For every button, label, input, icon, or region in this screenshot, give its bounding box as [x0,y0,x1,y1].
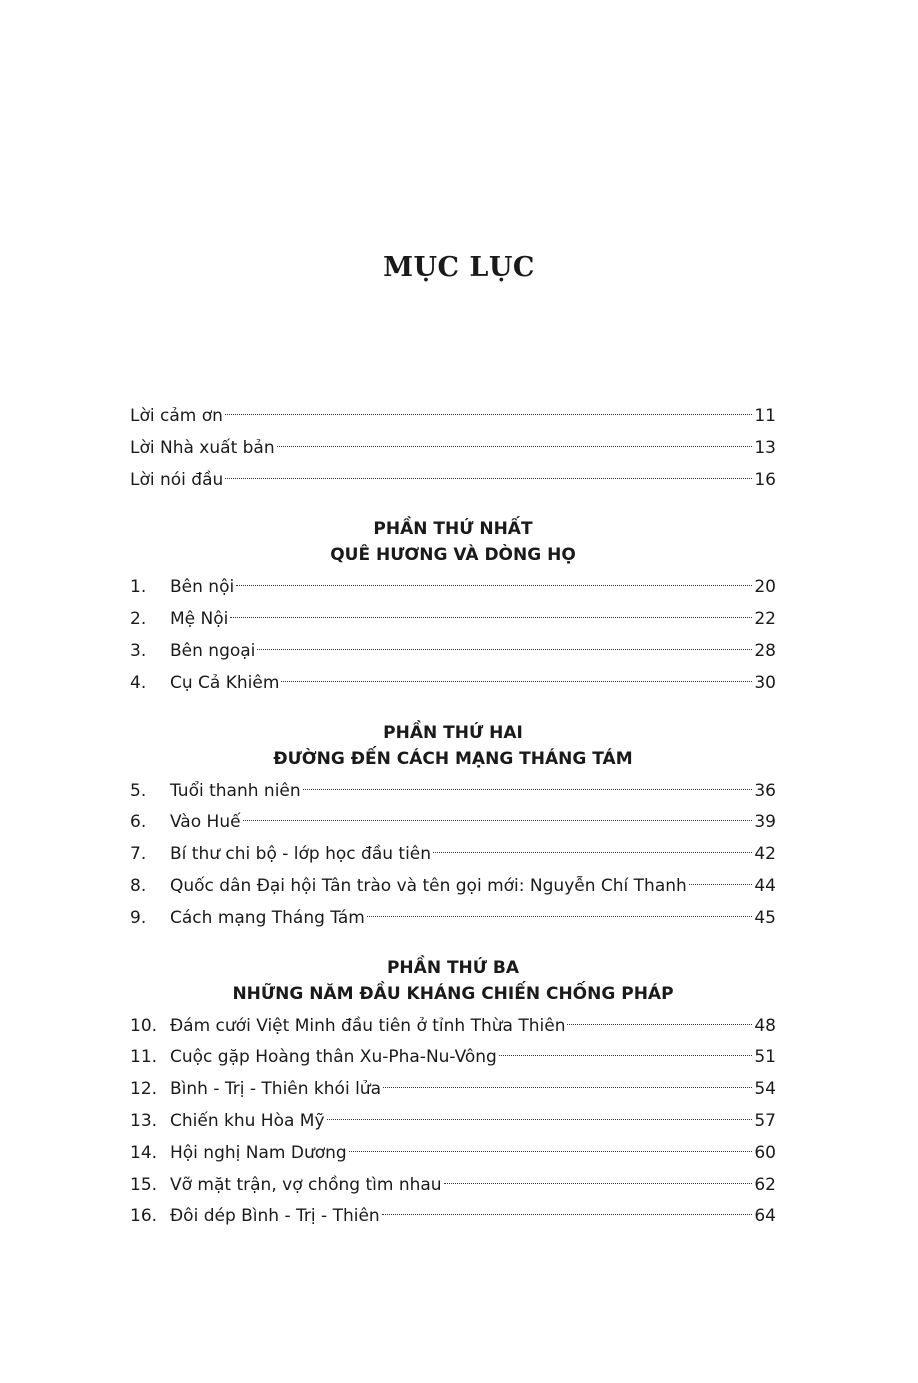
part-header [130,496,776,572]
toc-entry-label: Cách mạng Tháng Tám [170,907,365,928]
toc-entry-label: Quốc dân Đại hội Tân trào và tên gọi mới: Nguyễn Chí Thanh [170,875,687,896]
toc-entry-label: Cuộc gặp Hoàng thân Xu-Pha-Nu-Vông [170,1047,497,1068]
toc-entry-page: 11 [754,406,776,426]
toc-entry-label: Đôi dép Bình - Trị - Thiên [170,1206,380,1227]
toc-entry-number: 8. [130,875,147,896]
part-header [130,700,776,776]
toc-entry-number: 15. [130,1174,158,1195]
table-of-contents [130,401,776,1233]
dot-leader [303,789,753,790]
dot-leader [499,1055,753,1056]
toc-entry-number: 4. [130,672,147,693]
dot-leader [689,884,753,885]
toc-entry-number: 14. [130,1142,158,1163]
part-heading: PHẦN THỨ HAI [383,722,523,743]
toc-entry-page: 62 [754,1174,776,1195]
toc-entry-page: 57 [754,1110,776,1131]
toc-entry-label: Lời cảm ơn [130,406,223,426]
toc-entry-page: 64 [754,1206,776,1227]
toc-entry[interactable] [130,604,776,636]
toc-entry-number: 16. [130,1206,158,1227]
part-heading: PHẦN THỨ BA [386,957,520,978]
toc-entry-label: Tuổi thanh niên [170,780,301,801]
toc-entry[interactable] [130,636,776,668]
toc-entry[interactable] [130,401,776,433]
dot-leader [230,617,752,618]
toc-entry[interactable] [130,1106,776,1138]
part-items [130,572,776,699]
toc-entry[interactable] [130,1138,776,1170]
toc-entry[interactable] [130,871,776,903]
dot-leader [349,1151,753,1152]
toc-entry-label: Bên nội [170,577,235,598]
page-title: MỤC LỤC [383,252,535,283]
toc-entry-label: Vào Huế [170,812,241,833]
toc-entry[interactable] [130,668,776,700]
toc-entry-label: Vỡ mặt trận, vợ chồng tìm nhau [170,1174,442,1195]
toc-entry[interactable] [130,1011,776,1043]
toc-entry-label: Hội nghị Nam Dương [170,1142,347,1163]
dot-leader [225,478,752,479]
toc-entry-number: 1. [130,577,147,598]
toc-entry[interactable] [130,1201,776,1233]
dot-leader [367,916,753,917]
toc-entry-label: Bí thư chi bộ - lớp học đầu tiên [170,844,432,865]
toc-entry-page: 22 [754,609,776,630]
toc-entry-page: 28 [754,640,776,661]
dot-leader [382,1214,753,1215]
dot-leader [281,681,752,682]
toc-entry-label: Đám cưới Việt Minh đầu tiên ở tỉnh Thừa Thiên [170,1015,566,1036]
toc-entry-number: 10. [130,1015,158,1036]
toc-entry-page: 39 [754,812,776,833]
toc-entry-label: Bình - Trị - Thiên khói lửa [170,1079,381,1100]
dot-leader [257,649,752,650]
toc-entry-page: 36 [754,780,776,801]
part-heading: PHẦN THỨ NHẤT [373,519,533,540]
dot-leader [243,820,753,821]
dot-leader [236,585,752,586]
toc-entry[interactable] [130,1074,776,1106]
toc-entry-label: Cụ Cả Khiêm [170,672,280,693]
toc-entry-label: Lời nói đầu [130,469,224,490]
toc-entry[interactable] [130,776,776,808]
toc-entry-label: Mệ Nội [170,609,229,630]
toc-entry-page: 13 [754,437,776,458]
toc-entry-page: 44 [754,875,776,896]
toc-entry-number: 7. [130,844,147,865]
toc-entry-page: 30 [754,672,776,693]
toc-entry-page: 60 [754,1142,776,1163]
dot-leader [277,446,753,447]
toc-entry[interactable] [130,839,776,871]
toc-entry-number: 5. [130,780,147,801]
dot-leader [433,852,752,853]
toc-entry-label: Lời Nhà xuất bản [130,437,275,458]
toc-entry-page: 48 [754,1015,776,1036]
front-matter-list [130,401,776,496]
dot-leader [383,1087,752,1088]
part-subtitle: QUÊ HƯƠNG VÀ DÒNG HỌ [330,545,576,566]
toc-entry-page: 16 [754,469,776,490]
toc-entry-number: 3. [130,640,147,661]
dot-leader [444,1183,753,1184]
toc-entry[interactable] [130,807,776,839]
part-items [130,1011,776,1234]
toc-entry[interactable] [130,572,776,604]
toc-entry-page: 20 [754,577,776,598]
toc-entry-number: 13. [130,1110,158,1131]
toc-entry[interactable] [130,1170,776,1202]
toc-entry[interactable] [130,465,776,497]
toc-entry[interactable] [130,1042,776,1074]
part-header [130,935,776,1011]
part-subtitle: NHỮNG NĂM ĐẦU KHÁNG CHIẾN CHỐNG PHÁP [232,983,674,1004]
toc-entry-number: 12. [130,1079,158,1100]
toc-entry[interactable] [130,433,776,465]
part-items [130,776,776,935]
toc-entry-number: 9. [130,907,147,928]
toc-entry-number: 2. [130,609,147,630]
toc-entry-number: 6. [130,812,147,833]
toc-entry-number: 11. [130,1047,158,1068]
toc-entry-page: 54 [754,1079,776,1100]
toc-entry-label: Chiến khu Hòa Mỹ [170,1110,325,1131]
toc-entry-page: 51 [754,1047,776,1068]
part-subtitle: ĐƯỜNG ĐẾN CÁCH MẠNG THÁNG TÁM [273,748,633,769]
dot-leader [225,414,752,415]
toc-entry[interactable] [130,903,776,935]
toc-entry-label: Bên ngoại [170,640,256,661]
toc-entry-page: 42 [754,844,776,865]
toc-entry-page: 45 [754,907,776,928]
dot-leader [567,1024,752,1025]
dot-leader [327,1119,753,1120]
